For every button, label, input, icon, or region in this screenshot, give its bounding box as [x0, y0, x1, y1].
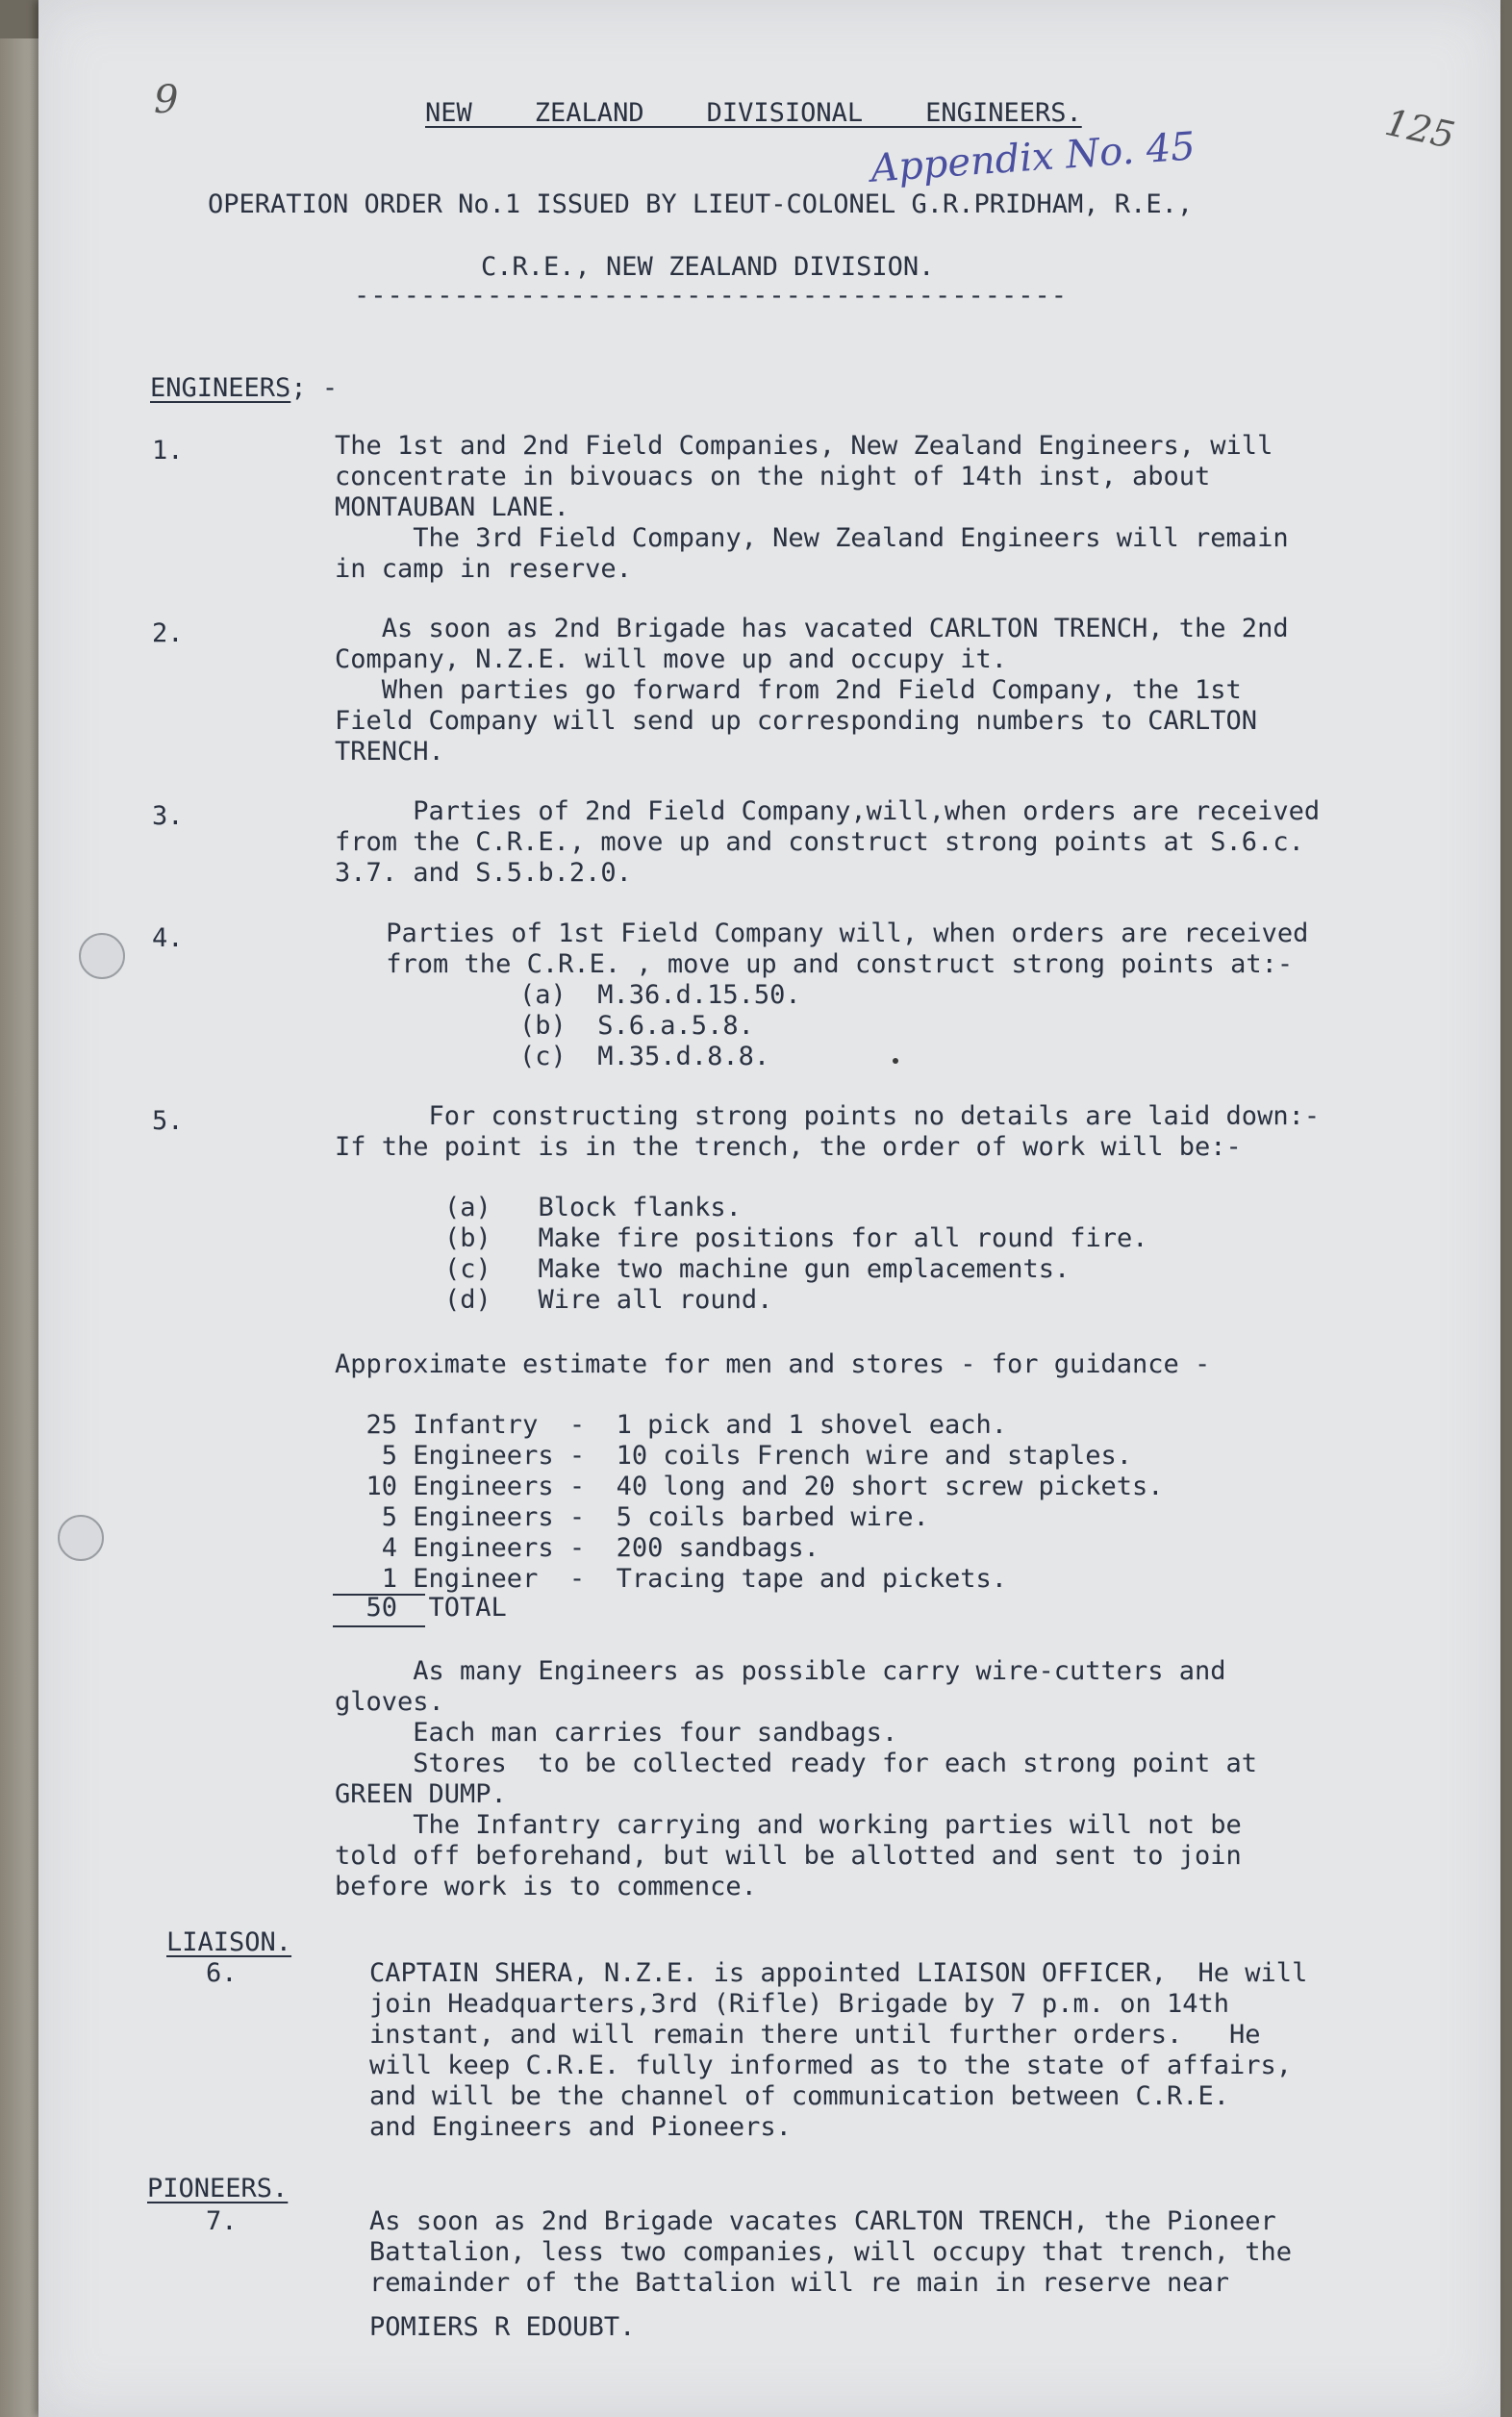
- list-item: (b) Make fire positions for all round fire.: [444, 1223, 1148, 1253]
- paragraph-line: instant, and will remain there until further orders. He: [369, 2020, 1261, 2050]
- paragraph-line: 3.7. and S.5.b.2.0.: [335, 858, 632, 888]
- paragraph-line: Field Company will send up corresponding numbers to CARLTON: [335, 706, 1258, 736]
- list-item: (b) S.6.a.5.8.: [519, 1011, 754, 1041]
- paragraph-line: before work is to commence.: [335, 1872, 757, 1901]
- list-item: (d) Wire all round.: [444, 1285, 773, 1315]
- paragraph-line: TRENCH.: [335, 737, 444, 767]
- punch-hole: [58, 1515, 104, 1561]
- paragraph-line: MONTAUBAN LANE.: [335, 492, 569, 522]
- list-item: (a) M.36.d.15.50.: [519, 980, 801, 1010]
- paragraph-line: will keep C.R.E. fully informed as to the state of affairs,: [369, 2051, 1293, 2080]
- estimate-row: 10 Engineers - 40 long and 20 short screw pickets.: [335, 1472, 1164, 1501]
- paragraph-line: concentrate in bivouacs on the night of 14th inst, about: [335, 462, 1211, 491]
- list-item: (c) Make two machine gun emplacements.: [444, 1254, 1071, 1284]
- estimate-row: 5 Engineers - 10 coils French wire and staples.: [335, 1441, 1133, 1471]
- paragraph-line: POMIERS R EDOUBT.: [369, 2312, 636, 2342]
- paragraph-line: As soon as 2nd Brigade has vacated CARLTON TRENCH, the 2nd: [335, 614, 1289, 643]
- estimate-row: 5 Engineers - 5 coils barbed wire.: [335, 1502, 929, 1532]
- estimate-total: 50 TOTAL: [335, 1593, 507, 1623]
- paragraph-line: CAPTAIN SHERA, N.Z.E. is appointed LIAISON OFFICER, He will: [369, 1958, 1308, 1988]
- document-subtitle: OPERATION ORDER No.1 ISSUED BY LIEUT-COLONEL G.R.PRIDHAM, R.E.,: [208, 189, 1194, 219]
- paragraph-line: gloves.: [335, 1687, 444, 1717]
- paragraph-line: The 1st and 2nd Field Companies, New Zealand Engineers, will: [335, 431, 1273, 461]
- paragraph-number: 5.: [152, 1106, 184, 1136]
- paragraph-number: 3.: [152, 801, 184, 831]
- paragraph-line: For constructing strong points no details are laid down:-: [335, 1101, 1321, 1131]
- document-subtitle-2: C.R.E., NEW ZEALAND DIVISION.: [481, 252, 935, 282]
- list-item: (c) M.35.d.8.8.: [519, 1042, 770, 1071]
- paragraph-line: Each man carries four sandbags.: [335, 1718, 898, 1748]
- paragraph-line: and will be the channel of communication between C.R.E.: [369, 2081, 1230, 2111]
- paragraph-line: Company, N.Z.E. will move up and occupy it.: [335, 644, 1007, 674]
- paragraph-line: Parties of 2nd Field Company,will,when orders are received: [335, 796, 1321, 826]
- paragraph-line: The 3rd Field Company, New Zealand Engineers will remain: [335, 523, 1289, 553]
- paragraph-number: 6.: [206, 1958, 238, 1988]
- paragraph-line: Battalion, less two companies, will occupy that trench, the: [369, 2237, 1293, 2267]
- paragraph-line: As many Engineers as possible carry wire-cutters and: [335, 1656, 1226, 1686]
- paragraph-line: GREEN DUMP.: [335, 1779, 507, 1809]
- paragraph-line: from the C.R.E. , move up and construct strong points at:-: [308, 949, 1294, 979]
- paragraph-line: remainder of the Battalion will re main in reserve near: [369, 2268, 1230, 2298]
- section-heading-pioneers: PIONEERS.: [147, 2174, 289, 2203]
- total-underline: [333, 1625, 425, 1627]
- ink-dot: [893, 1058, 898, 1064]
- section-heading-liaison: LIAISON.: [166, 1927, 292, 1957]
- appendix-stamp: Appendix No. 45: [869, 124, 1197, 191]
- paragraph-line: If the point is in the trench, the order of work will be:-: [335, 1132, 1242, 1162]
- title-divider: -------------------------------------------: [354, 281, 1068, 311]
- paragraph-number: 4.: [152, 923, 184, 953]
- estimate-row: 1 Engineer - Tracing tape and pickets.: [335, 1564, 1007, 1594]
- document-title: NEW ZEALAND DIVISIONAL ENGINEERS.: [425, 98, 1082, 128]
- paragraph-number: 2.: [152, 618, 184, 648]
- paragraph-line: in camp in reserve.: [335, 554, 632, 584]
- estimate-heading: Approximate estimate for men and stores - for guidance -: [335, 1349, 1211, 1379]
- punch-hole: [79, 933, 125, 979]
- paragraph-number: 7.: [206, 2206, 238, 2236]
- estimate-row: 25 Infantry - 1 pick and 1 shovel each.: [335, 1410, 1007, 1440]
- paragraph-number: 1.: [152, 436, 184, 466]
- paragraph-line: Parties of 1st Field Company will, when orders are received: [308, 919, 1309, 948]
- paragraph-line: When parties go forward from 2nd Field Company, the 1st: [335, 675, 1242, 705]
- paragraph-line: from the C.R.E., move up and construct strong points at S.6.c.: [335, 827, 1304, 857]
- list-item: (a) Block flanks.: [444, 1193, 742, 1222]
- paragraph-line: join Headquarters,3rd (Rifle) Brigade by 7 p.m. on 14th: [369, 1989, 1230, 2019]
- paragraph-line: told off beforehand, but will be allotted and sent to join: [335, 1841, 1242, 1871]
- section-heading-engineers: ENGINEERS; -: [150, 373, 339, 403]
- page-number-left: 9: [154, 78, 179, 122]
- paragraph-line: The Infantry carrying and working parties will not be: [335, 1810, 1242, 1840]
- page-number-right: 125: [1381, 100, 1459, 158]
- paragraph-line: and Engineers and Pioneers.: [369, 2112, 792, 2142]
- paragraph-line: Stores to be collected ready for each strong point at: [335, 1749, 1258, 1778]
- estimate-row: 4 Engineers - 200 sandbags.: [335, 1533, 819, 1563]
- paragraph-line: As soon as 2nd Brigade vacates CARLTON TRENCH, the Pioneer: [369, 2206, 1276, 2236]
